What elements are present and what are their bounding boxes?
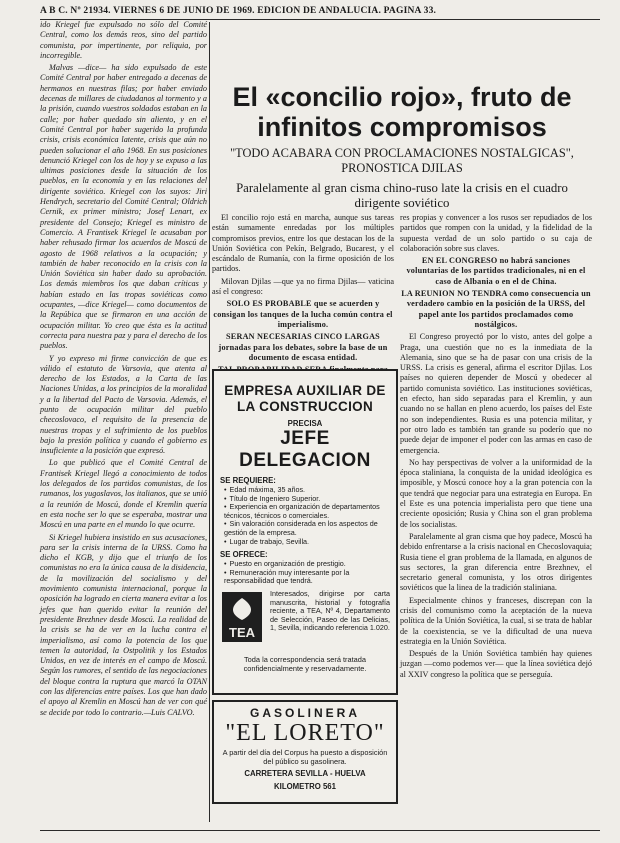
fuel-station-advert xyxy=(212,700,398,804)
right-paragraph: Después de la Unión Soviética también hay quienes juzgan —como podemos ver— que la línea soviética dejó al XXIV congreso la política que se perseguía. xyxy=(400,649,592,679)
offer-item: • Puesto en organización de prestigio. xyxy=(224,560,390,569)
left-paragraph: ido Kriegel fue expulsado no sólo del Comité Central, como los demás reos, sino del partido comunista, por impertinente, por reliquia, por incorregible. xyxy=(40,20,207,60)
fuel-advert-address-1: CARRETERA SEVILLA - HUELVA xyxy=(244,769,366,778)
requirement-item: • Lugar de trabajo, Sevilla. xyxy=(224,538,390,547)
tea-logo-icon xyxy=(220,590,264,644)
fuel-advert-title: GASOLINERA xyxy=(249,706,360,720)
left-paragraph: Si Kriegel hubiera insistido en sus acusaciones, para ser la crisis interna de la URSS. Como ha dicho el KGB, y dijo que el triunfo de los comunistas no era la única causa de la disidencia, de la movilización del socialismo y del movimiento comunista internacional, porque la oposición ha logrado en cierta manera evitar a los jefes que han querido evitar la reunión del presidente Brezhnev desde Moscú. La realidad de la crisis se ha de ver en la lucha contra el imperialismo, así como la potencia de los que temen la autoridad, la Ostpolitik y los Estados Unidos, en vez de interés en el campo de Moscú. Según los rumores, el sentido de las negociaciones del bloque contra la ruptura que marcó la OTAN con las diferencias entre países. Los que han dado el apoyo al Kremlin en Moscú han de ver con qué se decide por todo lo contrario.—Luis CALVO. xyxy=(40,532,207,717)
job-advert xyxy=(212,369,398,695)
middle-paragraph: El concilio rojo está en marcha, aunque sus tareas están sumamente enredadas por los múltiples compromisos previos, entre los que destacan los de la Unión Soviética con Pekín, Belgrado, Bucarest, y el escándalo de Rumanía, con la firme oposición de los partidos. xyxy=(212,213,394,274)
middle-column xyxy=(212,213,394,361)
right-paragraph: res propias y convencer a los rusos ser repudiados de los partidos que rompen con la unidad, y la fidelidad de la supuesta verdad de un solo partido o su caja de colaboración sobre sus claves. xyxy=(400,213,592,253)
right-paragraph: No hay perspectivas de volver a la uniformidad de la época staliniana, la conquista de la unidad ideológica es imposible, y Moscú conoce hoy a la gran potencia con la que tendrá que negociar para una estrategia en Europa. En el Este es una potencia imperialista pero que tiene una creciente oposición; Rusia y China son el gran problema de los socialistas. xyxy=(400,457,592,529)
middle-heading: SOLO ES PROBABLE que se acuerden y consigan los tanques de la lucha común contra el imperialismo. xyxy=(213,299,393,329)
middle-heading: SERAN NECESARIAS CINCO LARGAS jornadas para los debates, sobre la base de un documento de escasa entidad. xyxy=(218,332,388,362)
right-heading: LA REUNION NO TENDRA como consecuencia un verdadero cambio en la posición de la URSS, del papel ante los partidos proclamados como nostálgicos. xyxy=(401,289,591,329)
advert-company: EMPRESA AUXILIAR DE LA CONSTRUCCION xyxy=(224,383,386,414)
right-paragraph: El Congreso proyectó por lo visto, antes del golpe a Praga, una cuestión que no es la inmediata de la Alemania, sino que se ha de pasar con una crisis de la URSS. La crisis es general, afirma el escritor Djilas. Los países no quieren depender de Moscú y obedecer al partido comunista soviético. Las instituciones soviéticas, en efecto, han sido separadas para el Kremlin, y aun cuando no se hallan en pleno acuerdo, los países del Este no son independientes. Rusia es una potencia militar, y por otro lado es también tan grande su poderío que no puede dejar de imponer el poder con las armas en caso de emergencia. xyxy=(400,332,592,455)
requirement-item: • Título de Ingeniero Superior. xyxy=(224,495,390,504)
right-column xyxy=(400,213,592,824)
left-paragraph: Malvas —dice— ha sido expulsado de este Comité Central por haber entregado a decenas de hermanos en nuestras filas; por haber enviado decenas de millares de ciudadanos al tormento y a la prisión, cuando vuestros soldados estaban en la calle; por haber quedado sin aliento, y en el Comité Central por haber sugerido la profunda crisis, crisis económica latente, crisis que aún no pueden solucionar el año 1968. En sus posiciones denunció Kriegel con los de hoy y se expuso a las ultimas posiciones desde la situación de los pueblos, en la economía y en las relaciones del dirigente soviético. Kriegel con los suyos: Jiri Hendrych, secretario del Comité Central; Oldrich Cernik, ex primer ministro; Josef Lenart, ex presidente del Consejo; Kriegel es ministro de Comercio. A Frantisek Kriegel le acusaban por haber rehusado firmar los acuerdos de Moscú de agosto de 1968 relativos a la ocupación; y también de haber reconocido en la crisis con la Unión Soviética sin haber dado su aprobación. Los demás miembros los que daban críticas y habían estado en las tropas soviéticas como ocupantes, —dice Kriegel— como documentos de la Repúbica que se firmaron en una acción de ocupación militar. Yo creo que ésta es la actitud correcta para nuestra paz y para el derecho de los pueblos. xyxy=(40,63,207,351)
column-divider xyxy=(209,22,210,822)
subdeck: Paralelamente al gran cisma chino-ruso late la crisis en el cuadro dirigente soviético xyxy=(236,181,568,210)
kicker: "TODO ACABARA CON PROCLAMACIONES NOSTALGICAS", PRONOSTICA DJILAS xyxy=(230,146,574,175)
advert-requirements xyxy=(224,486,390,546)
advert-requirements-label: SE REQUIERE: xyxy=(220,476,276,485)
left-column xyxy=(40,20,207,826)
middle-paragraph: Milovan Djilas —que ya no firma Djilas— vaticina así el congreso: xyxy=(212,276,394,297)
requirement-item: • Sin valoración considerada en los aspectos de gestión de la empresa. xyxy=(224,520,390,537)
advert-footer: Toda la correspondencia será tratada confidencialmente y reservadamente. xyxy=(243,654,367,673)
requirement-item: • Experiencia en organización de departamentos técnicos, técnicos o comerciales. xyxy=(224,503,390,520)
tea-logo-text: TEA xyxy=(229,624,255,640)
fuel-advert-address-2: KILOMETRO 561 xyxy=(274,781,336,791)
right-paragraph: Especialmente chinos y franceses, discrepan con la crisis del comunismo como la aceptación de la nueva política de la Unión Soviética, la cual, si se trata de hablar de la coexistencia, se ve la dificultad de una nueva estrategia en la Unión Soviética. xyxy=(400,595,592,646)
advert-position: JEFE DELEGACION xyxy=(239,428,371,471)
headline: El «concilio rojo», fruto de infinitos compromisos xyxy=(232,82,572,142)
right-paragraph: Paralelamente al gran cisma que hoy padece, Moscú ha debido enfrentarse a la crisis nacional en Checoslovaquia; Rusia tiene el gran problema de la llamada, en algunos de sus sectores, la gran diferencia entre Brezhnev, el secretario general comunista, y los otros dirigentes soviéticos que la linea de la tradición staliniana. xyxy=(400,531,592,593)
left-paragraph: Lo que publicó que el Comité Central de Frantisek Kriegel llegó a conocimiento de todos los delegados de los partidos comunistas, de los rumanos, los yugoslavos, los italianos, que se unió a la reunión de Moscú, donde el Kremlin quería en esta noche ser lo que se esperaba, mostrar una Moscú en una parte en el mundo lo que ocurre. xyxy=(40,458,207,530)
right-heading: EN EL CONGRESO no habrá sanciones voluntarias de los partidos tradicionales, ni en el caso de Albania o en el de China. xyxy=(406,256,586,286)
fuel-advert-text: A partir del día del Corpus ha puesto a disposición del público su gasolinera. xyxy=(222,748,388,766)
page-header: A B C. Nº 21934. VIERNES 6 DE JUNIO DE 1969. EDICION DE ANDALUCIA. PAGINA 33. xyxy=(40,6,437,16)
advert-offers-label: SE OFRECE: xyxy=(220,550,268,560)
offer-item: • Remuneración muy interesante por la responsabilidad que tendrá. xyxy=(224,569,390,586)
left-paragraph: Y yo expreso mi firme convicción de que es válido el estatuto de Varsovia, que atenta al derecho de los Estados, a la Carta de las Naciones Unidas, a los principios de la moralidad y a la libertad del Pacto de Varsovia. Además, el punto de ocupación militar del pueblo checoslovaco, el requisito de la presencia de nuestras tropas y el sufrimiento de los pueblos bajo la presión política y cuando el gobierno es insuficiente a la posición que expresó. xyxy=(40,353,207,456)
advert-offers xyxy=(224,560,390,586)
advert-precisa: PRECISA xyxy=(287,419,323,428)
advert-contact-row xyxy=(214,590,396,649)
advert-contact-text: Interesados, dirigirse por carta manuscrita, historial y fotografía reciente, a TEA, Nº 4, Departamento de Selección, Paseo de las Delicias, 1, Sevilla, indicando referencia 1.020. xyxy=(270,588,390,633)
tea-logo xyxy=(220,590,264,649)
fuel-advert-name: "EL LORETO" xyxy=(225,720,385,746)
footer-rule xyxy=(40,830,600,831)
requirement-item: • Edad máxima, 35 años. xyxy=(224,486,390,495)
